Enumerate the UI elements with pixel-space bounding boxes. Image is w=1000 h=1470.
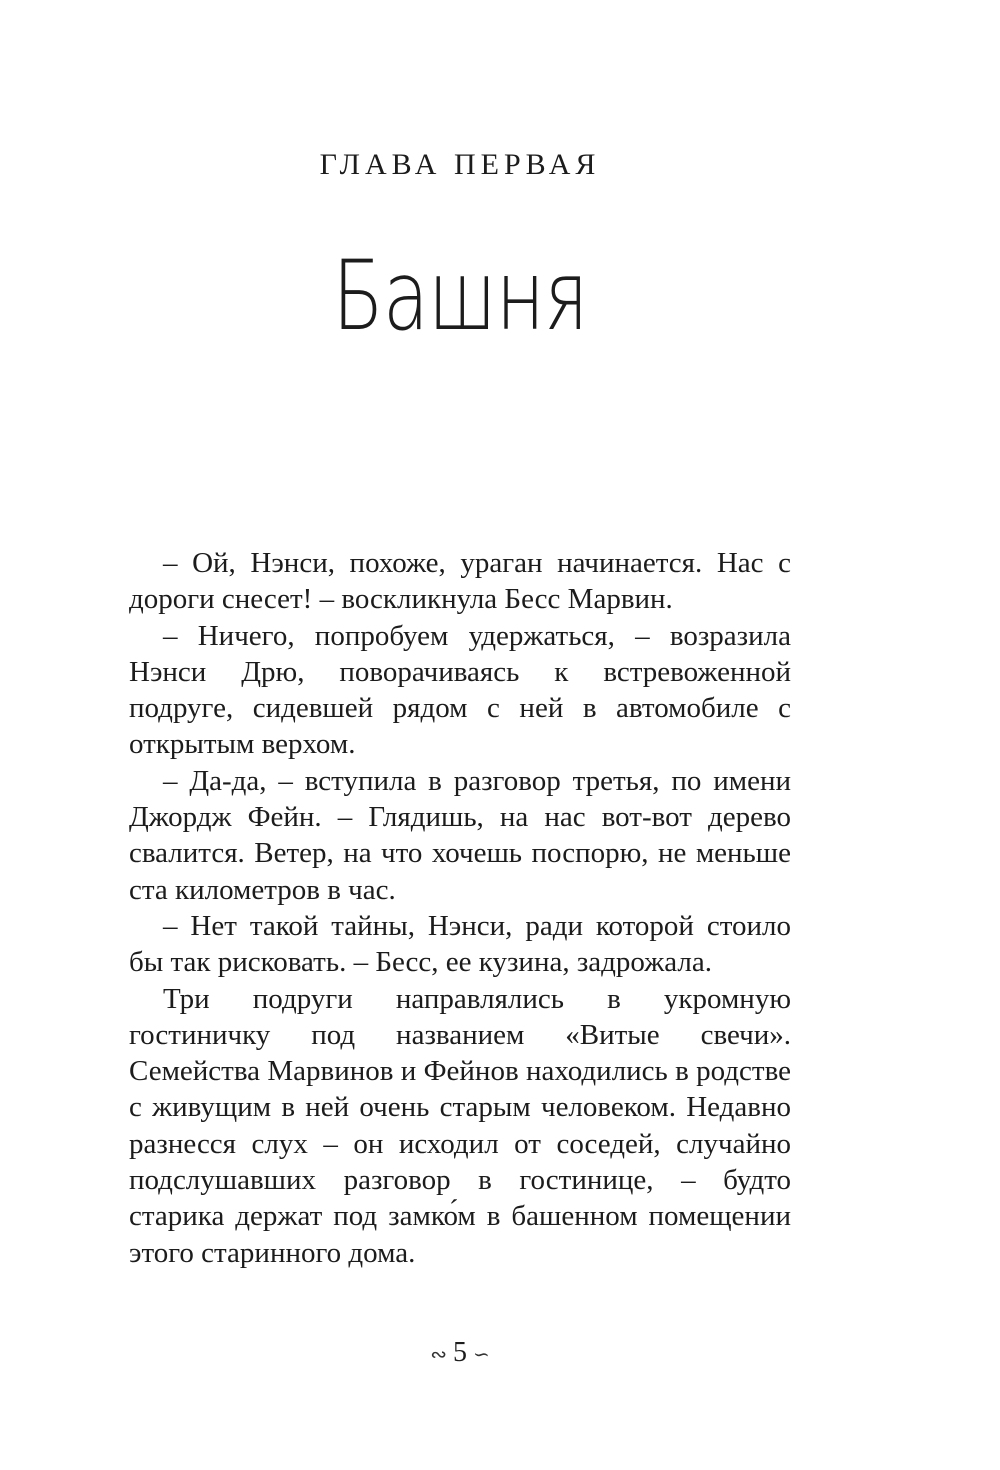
paragraph: – Ничего, попробуем удержаться, – возразила Нэнси Дрю, поворачиваясь к встревоженной подруге, сидевшей рядом с ней в автомобиле с открытым верхом. [129,619,791,761]
page-folio [0,1337,920,1369]
right-ornament-icon: ∽ [473,1344,490,1367]
paragraph: – Да-да, – вступила в разговор третья, по имени Джордж Фейн. – Глядишь, на нас вот-вот дерево свалится. Ветер, на что хочешь поспорю, не меньше ста километров в час. [129,764,791,906]
chapter-title: Башня [332,240,588,352]
chapter-label: ГЛАВА ПЕРВАЯ [319,148,601,181]
paragraph: – Ой, Нэнси, похоже, ураган начинается. Нас с дороги снесет! – воскликнула Бесс Марвин. [129,547,791,616]
page-number: 5 [453,1337,467,1368]
left-ornament-icon: ∾ [430,1344,447,1367]
paragraph: – Нет такой тайны, Нэнси, ради которой стоило бы так рисковать. – Бесс, ее кузина, задрожала. [129,909,791,979]
paragraph: Три подруги направлялись в укромную гостиничку под названием «Витые свечи». Семейства Марвинов и Фейнов находились в родстве с живущим в ней очень старым человеком. Недавно разнесся слух – он исходил от соседей, случайно подслушавших разговор в гостинице, – будто старика держат под замко́м в башенном помещении этого старинного дома. [129,982,791,1269]
body-text [129,545,791,1271]
